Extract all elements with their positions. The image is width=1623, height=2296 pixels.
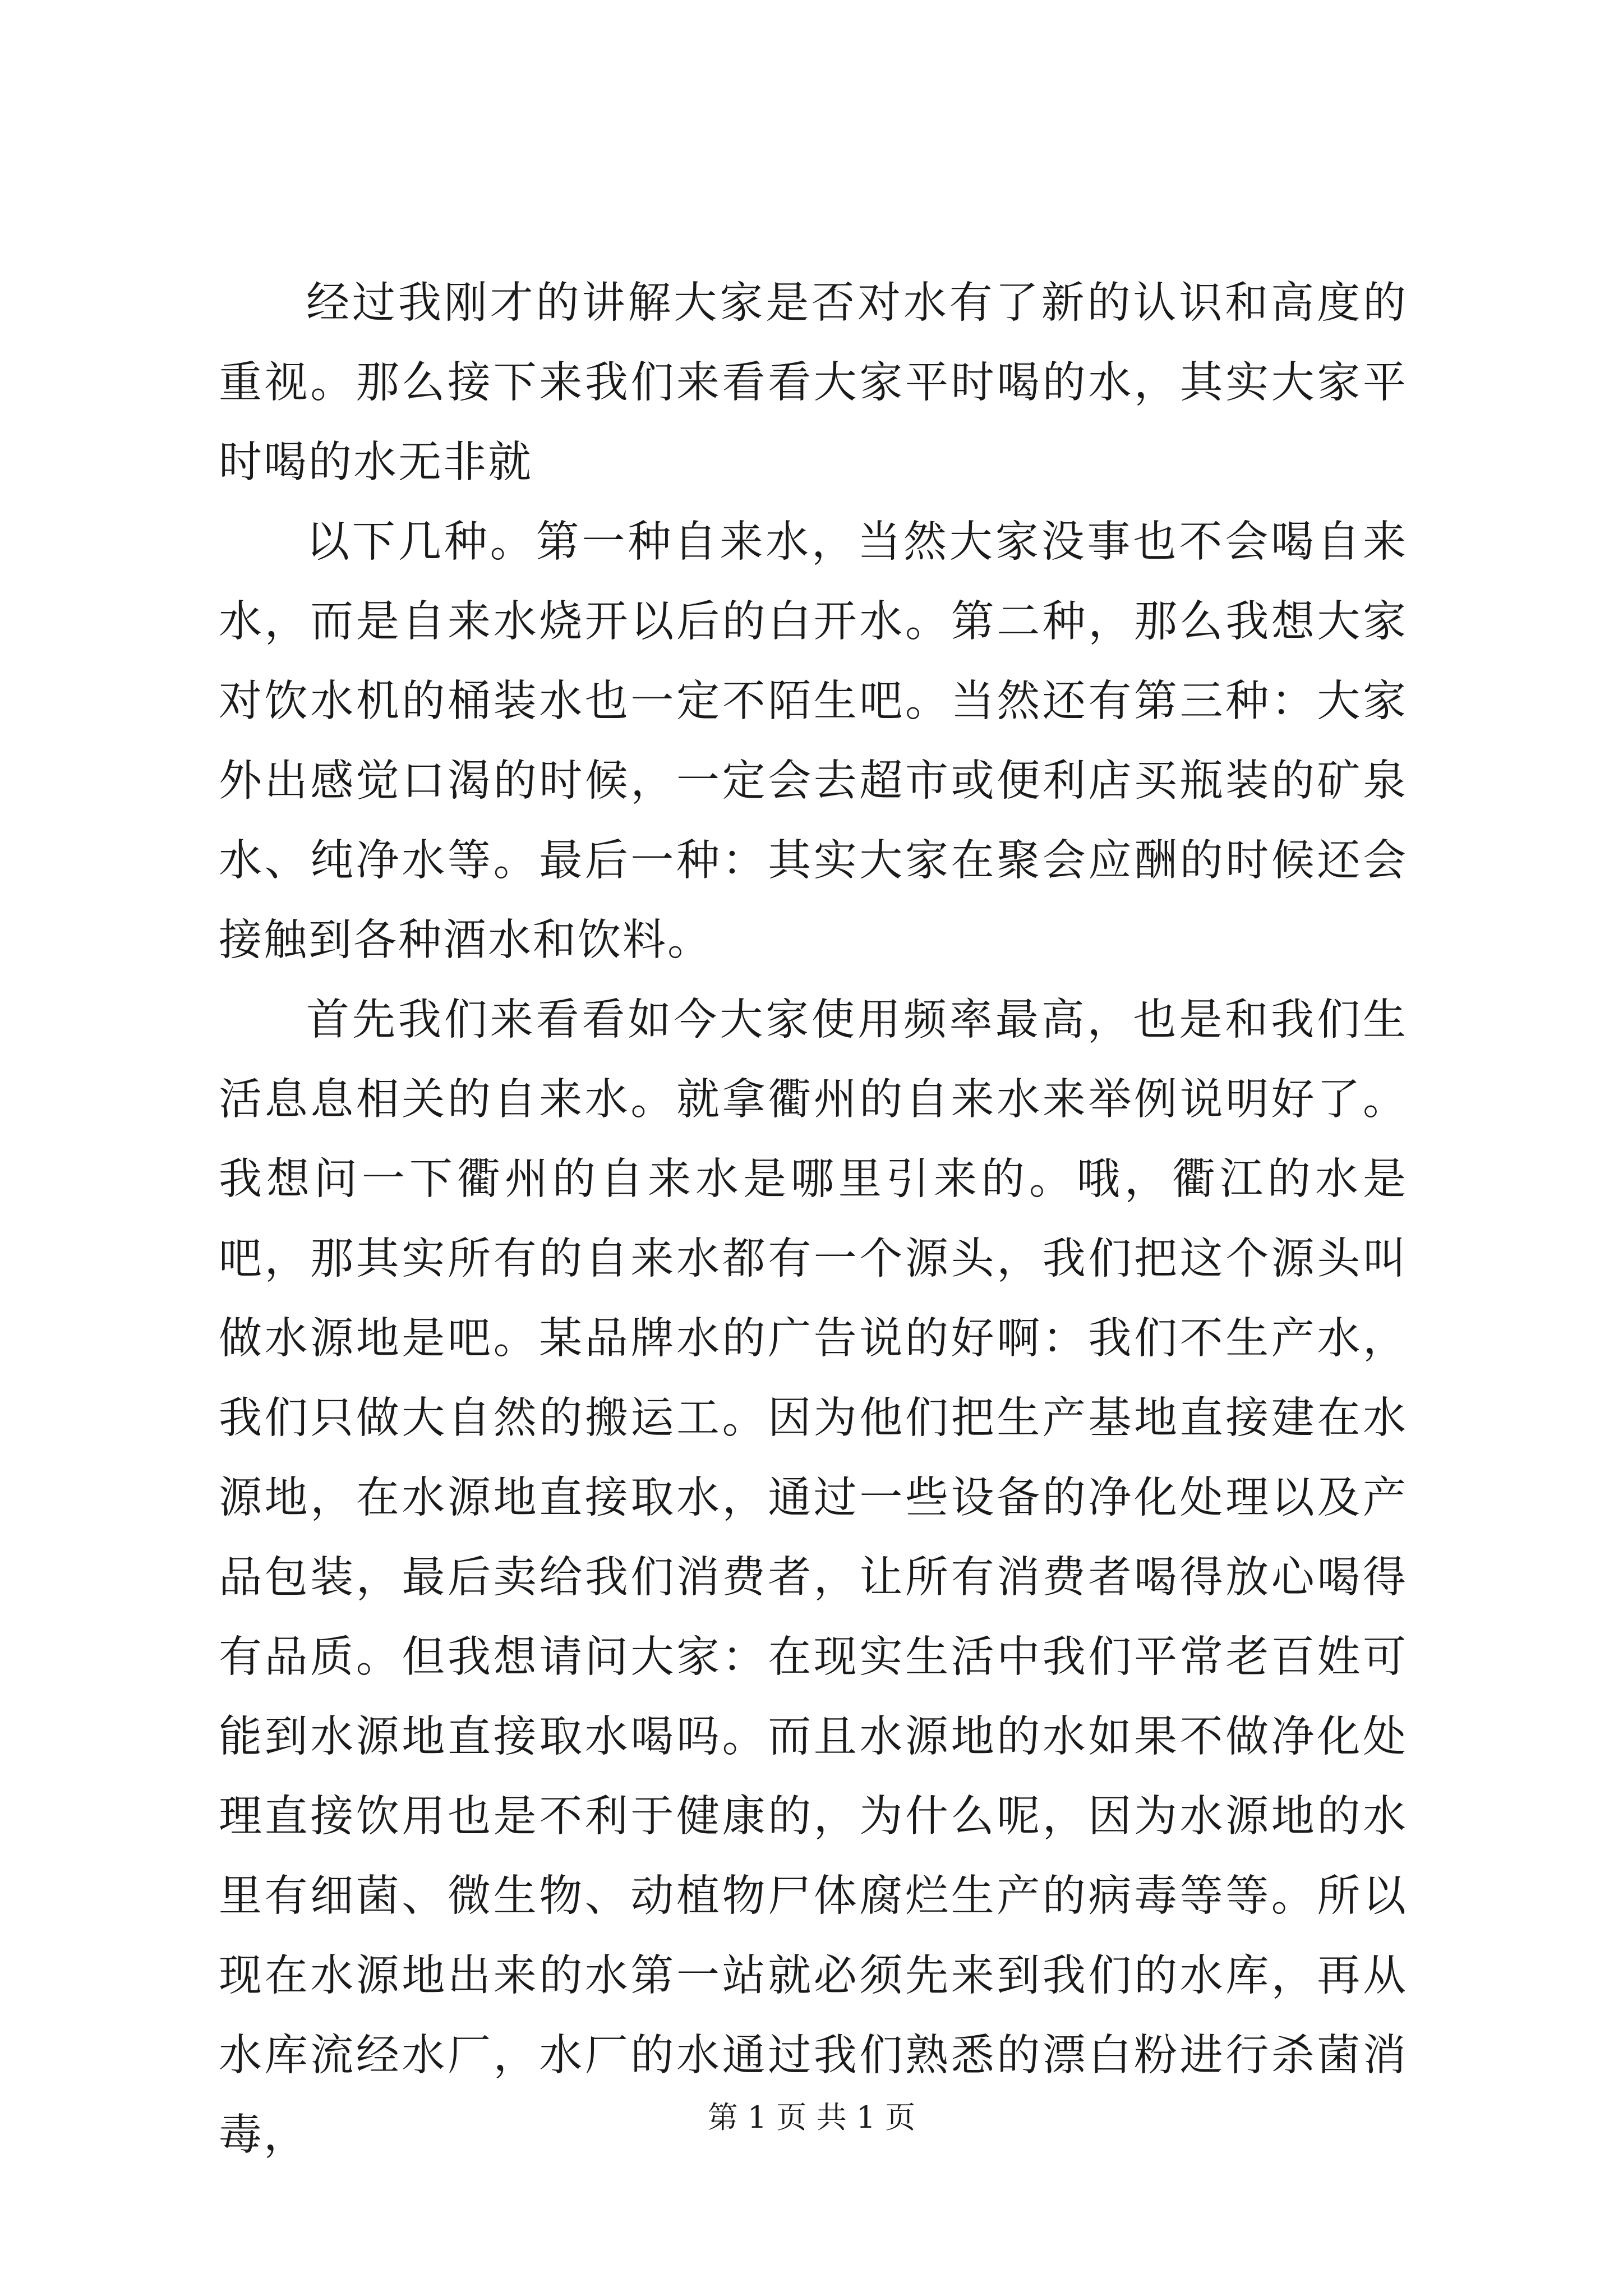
- document-body: [219, 264, 1408, 2175]
- page-footer: 第 1 页 共 1 页: [707, 2100, 916, 2135]
- paragraph: 经过我刚才的讲解大家是否对水有了新的认识和高度的重视。那么接下来我们来看看大家平时喝的水，其实大家平时喝的水无非就: [219, 278, 1408, 487]
- paragraph: 首先我们来看看如今大家使用频率最高，也是和我们生活息息相关的自来水。就拿衢州的自来水来举例说明好了。我想问一下衢州的自来水是哪里引来的。哦，衢江的水是吧，那其实所有的自来水都有一个源头，我们把这个源头叫做水源地是吧。某品牌水的广告说的好啊：我们不生产水，我们只做大自然的搬运工。因为他们把生产基地直接建在水源地，在水源地直接取水，通过一些设备的净化处理以及产品包装，最后卖给我们消费者，让所有消费者喝得放心喝得有品质。但我想请问大家：在现实生活中我们平常老百姓可能到水源地直接取水喝吗。而且水源地的水如果不做净化处理直接饮用也是不利于健康的，为什么呢，因为水源地的水里有细菌、微生物、动植物尸体腐烂生产的病毒等等。所以现在水源地出来的水第一站就必须先来到我们的水库，再从水库流经水厂，水厂的水通过我们熟悉的漂白粉进行杀菌消毒，: [219, 995, 1408, 2160]
- paragraph: 以下几种。第一种自来水，当然大家没事也不会喝自来水，而是自来水烧开以后的白开水。第二种，那么我想大家对饮水机的桶装水也一定不陌生吧。当然还有第三种：大家外出感觉口渴的时候，一定会去超市或便利店买瓶装的矿泉水、纯净水等。最后一种：其实大家在聚会应酬的时候还会接触到各种酒水和饮料。: [219, 517, 1408, 965]
